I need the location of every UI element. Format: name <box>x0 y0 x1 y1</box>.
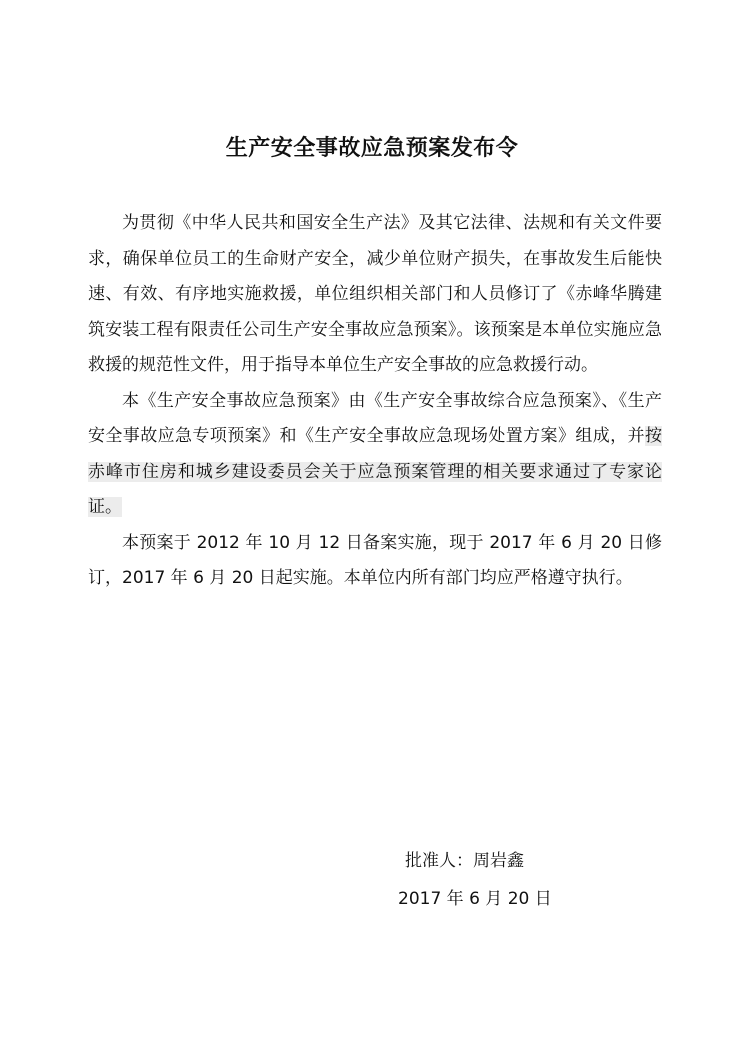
document-title: 生产安全事故应急预案发布令 <box>225 136 519 161</box>
paragraph-composition <box>88 384 662 526</box>
composition-text: 本《生产安全事故应急预案》由《生产安全事故综合应急预案》、《生产安全事故应急专项预案》和《生产安全事故应急现场处置方案》组成，并 <box>88 390 662 446</box>
paragraph-effective-date: 本预案于 2012 年 10 月 12 日备案实施，现于 2017 年 6 月 20 日修订，2017 年 6 月 20 日起实施。本单位内所有部门均应严格遵守执行。 <box>88 532 662 588</box>
paragraph-purpose: 为贯彻《中华人民共和国安全生产法》及其它法律、法规和有关文件要求，确保单位员工的生命财产安全，减少单位财产损失，在事故发生后能快速、有效、有序地实施救援，单位组织相关部门和人员修订了《赤峰华腾建筑安装工程有限责任公司生产安全事故应急预案》。该预案是本单位实施应急救援的规范性文件，用于指导本单位生产安全事故的应急救援行动。 <box>88 213 662 375</box>
approver-line: 批准人：周岩鑫 <box>405 851 524 871</box>
document-body <box>88 206 662 597</box>
signature-date: 2017 年 6 月 20 日 <box>398 889 552 909</box>
highlighted-text: 按赤峰市住房和城乡建设委员会关于应急预案管理的相关要求通过了专家论证。 <box>88 426 662 517</box>
